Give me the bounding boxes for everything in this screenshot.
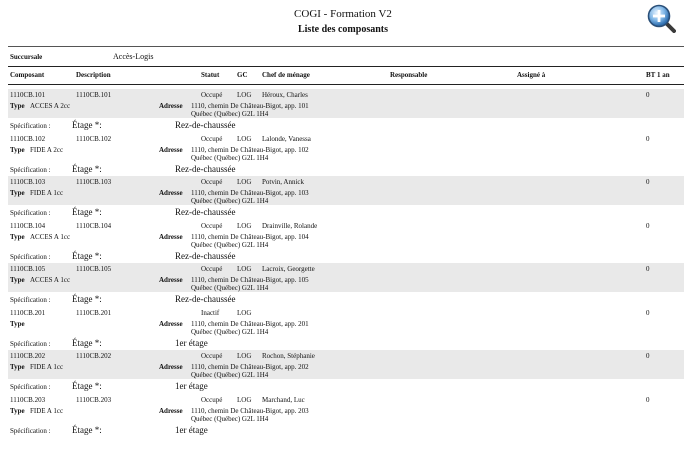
- adresse-label: Adresse: [159, 319, 183, 328]
- address-line-2: Québec (Québec) G2L 1H4: [191, 371, 269, 379]
- composant-cell[interactable]: 1110CB.102: [10, 134, 46, 143]
- address-line-2: Québec (Québec) G2L 1H4: [191, 153, 269, 162]
- specification-label: Spécification :: [10, 122, 51, 130]
- composant-cell[interactable]: 1110CB.103: [10, 178, 46, 186]
- adresse-label: Adresse: [159, 406, 183, 415]
- report-title: COGI - Formation V2: [294, 8, 392, 20]
- chef-menage-cell: Lalonde, Vanessa: [262, 134, 311, 143]
- etage-value: 1er étage: [175, 381, 208, 391]
- description-cell: 1110CB.103: [76, 178, 112, 186]
- description-cell: 1110CB.201: [76, 308, 112, 317]
- table-row[interactable]: [8, 307, 684, 351]
- chef-menage-cell: Marchand, Luc: [262, 395, 305, 404]
- col-statut: Statut: [201, 71, 220, 79]
- gc-cell: LOG: [237, 178, 252, 186]
- bt-cell: 0: [646, 134, 650, 143]
- col-composant: Composant: [10, 71, 45, 79]
- adresse-label: Adresse: [159, 276, 183, 284]
- adresse-label: Adresse: [159, 189, 183, 197]
- statut-cell: Occupé: [201, 178, 223, 186]
- col-assigne: Assigné à: [517, 71, 546, 79]
- specification-label: Spécification :: [10, 165, 51, 174]
- succursale-value: Accès-Logis: [113, 52, 154, 61]
- table-row[interactable]: [8, 176, 684, 220]
- description-cell: 1110CB.105: [76, 265, 112, 273]
- address-line-2: Québec (Québec) G2L 1H4: [191, 197, 269, 205]
- description-cell: 1110CB.104: [76, 221, 112, 230]
- address-line-1: 1110, chemin De Château-Bigot, app. 104: [191, 232, 309, 241]
- type-label: Type: [10, 145, 25, 154]
- etage-value: Rez-de-chaussée: [175, 120, 236, 130]
- type-label: Type: [10, 189, 25, 197]
- statut-cell: Occupé: [201, 134, 223, 143]
- address-line-1: 1110, chemin De Château-Bigot, app. 201: [191, 319, 309, 328]
- table-row[interactable]: [8, 133, 684, 177]
- composant-cell[interactable]: 1110CB.101: [10, 91, 46, 99]
- etage-label: Étage *:: [72, 294, 102, 304]
- col-bt: BT 1 an: [646, 71, 670, 79]
- type-label: Type: [10, 319, 25, 328]
- type-value: FIDE A 1cc: [30, 406, 64, 415]
- adresse-label: Adresse: [159, 102, 183, 110]
- adresse-label: Adresse: [159, 232, 183, 241]
- table-row[interactable]: [8, 350, 684, 394]
- bt-cell: 0: [646, 91, 650, 99]
- composant-cell[interactable]: 1110CB.202: [10, 352, 46, 360]
- divider: [8, 46, 684, 47]
- adresse-label: Adresse: [159, 145, 183, 154]
- statut-cell: Occupé: [201, 221, 223, 230]
- address-line-2: Québec (Québec) G2L 1H4: [191, 284, 269, 292]
- type-label: Type: [10, 276, 25, 284]
- etage-label: Étage *:: [72, 337, 102, 348]
- type-label: Type: [10, 363, 25, 371]
- etage-value: Rez-de-chaussée: [175, 207, 236, 217]
- zoom-in-icon[interactable]: [646, 3, 676, 33]
- chef-menage-cell: Potvin, Annick: [262, 178, 305, 186]
- type-value: FIDE A 2cc: [30, 145, 64, 154]
- address-line-1: 1110, chemin De Château-Bigot, app. 105: [191, 276, 309, 284]
- gc-cell: LOG: [237, 308, 252, 317]
- bt-cell: 0: [646, 308, 650, 317]
- etage-label: Étage *:: [72, 424, 102, 435]
- specification-label: Spécification :: [10, 209, 51, 217]
- table-row[interactable]: [8, 394, 684, 438]
- bt-cell: 0: [646, 352, 650, 360]
- specification-label: Spécification :: [10, 296, 51, 304]
- divider: [8, 84, 684, 85]
- bt-cell: 0: [646, 265, 650, 273]
- type-label: Type: [10, 406, 25, 415]
- composant-cell[interactable]: 1110CB.104: [10, 221, 46, 230]
- address-line-2: Québec (Québec) G2L 1H4: [191, 327, 269, 336]
- type-value: ACCES A 2cc: [30, 102, 71, 110]
- description-cell: 1110CB.203: [76, 395, 112, 404]
- specification-label: Spécification :: [10, 252, 51, 261]
- etage-value: Rez-de-chaussée: [175, 163, 236, 174]
- type-value: FIDE A 1cc: [30, 363, 64, 371]
- type-label: Type: [10, 102, 25, 110]
- address-line-2: Québec (Québec) G2L 1H4: [191, 110, 269, 118]
- address-line-1: 1110, chemin De Château-Bigot, app. 203: [191, 406, 309, 415]
- specification-label: Spécification :: [10, 383, 51, 391]
- address-line-1: 1110, chemin De Château-Bigot, app. 103: [191, 189, 309, 197]
- composant-cell[interactable]: 1110CB.201: [10, 308, 46, 317]
- address-line-2: Québec (Québec) G2L 1H4: [191, 414, 269, 423]
- col-description: Description: [76, 71, 111, 79]
- etage-label: Étage *:: [72, 250, 102, 261]
- statut-cell: Occupé: [201, 395, 223, 404]
- col-gc: GC: [237, 71, 248, 79]
- chef-menage-cell: Rochon, Stéphanie: [262, 352, 315, 360]
- description-cell: 1110CB.102: [76, 134, 112, 143]
- gc-cell: LOG: [237, 91, 252, 99]
- gc-cell: LOG: [237, 395, 252, 404]
- chef-menage-cell: Héroux, Charles: [262, 91, 308, 99]
- specification-label: Spécification :: [10, 339, 51, 348]
- bt-cell: 0: [646, 221, 650, 230]
- type-value: ACCES A 1cc: [30, 276, 71, 284]
- type-value: FIDE A 1cc: [30, 189, 64, 197]
- statut-cell: Occupé: [201, 352, 223, 360]
- etage-value: Rez-de-chaussée: [175, 250, 236, 261]
- specification-label: Spécification :: [10, 426, 51, 435]
- etage-label: Étage *:: [72, 207, 102, 217]
- col-chef-menage: Chef de ménage: [262, 71, 310, 79]
- gc-cell: LOG: [237, 134, 252, 143]
- etage-value: 1er étage: [175, 337, 208, 348]
- type-label: Type: [10, 232, 25, 241]
- table-row[interactable]: [8, 220, 684, 264]
- chef-menage-cell: Drainville, Rolande: [262, 221, 318, 230]
- divider: [8, 66, 684, 67]
- etage-value: Rez-de-chaussée: [175, 294, 236, 304]
- adresse-label: Adresse: [159, 363, 183, 371]
- bt-cell: 0: [646, 395, 650, 404]
- chef-menage-cell: Lacroix, Georgette: [262, 265, 315, 273]
- composant-cell[interactable]: 1110CB.105: [10, 265, 46, 273]
- address-line-1: 1110, chemin De Château-Bigot, app. 101: [191, 102, 309, 110]
- statut-cell: Occupé: [201, 265, 223, 273]
- gc-cell: LOG: [237, 221, 252, 230]
- etage-value: 1er étage: [175, 424, 208, 435]
- gc-cell: LOG: [237, 265, 252, 273]
- address-line-2: Québec (Québec) G2L 1H4: [191, 240, 269, 249]
- succursale-label: Succursale: [10, 53, 43, 61]
- bt-cell: 0: [646, 178, 650, 186]
- composant-cell[interactable]: 1110CB.203: [10, 395, 46, 404]
- type-value: ACCES A 1cc: [30, 232, 71, 241]
- gc-cell: LOG: [237, 352, 252, 360]
- etage-label: Étage *:: [72, 120, 102, 130]
- col-responsable: Responsable: [390, 71, 428, 79]
- statut-cell: Inactif: [201, 308, 220, 317]
- etage-label: Étage *:: [72, 163, 102, 174]
- etage-label: Étage *:: [72, 381, 102, 391]
- report-subtitle: Liste des composants: [297, 24, 388, 35]
- address-line-1: 1110, chemin De Château-Bigot, app. 202: [191, 363, 309, 371]
- table-row[interactable]: [8, 263, 684, 307]
- description-cell: 1110CB.101: [76, 91, 112, 99]
- description-cell: 1110CB.202: [76, 352, 112, 360]
- table-row[interactable]: [8, 89, 684, 133]
- statut-cell: Occupé: [201, 91, 223, 99]
- address-line-1: 1110, chemin De Château-Bigot, app. 102: [191, 145, 309, 154]
